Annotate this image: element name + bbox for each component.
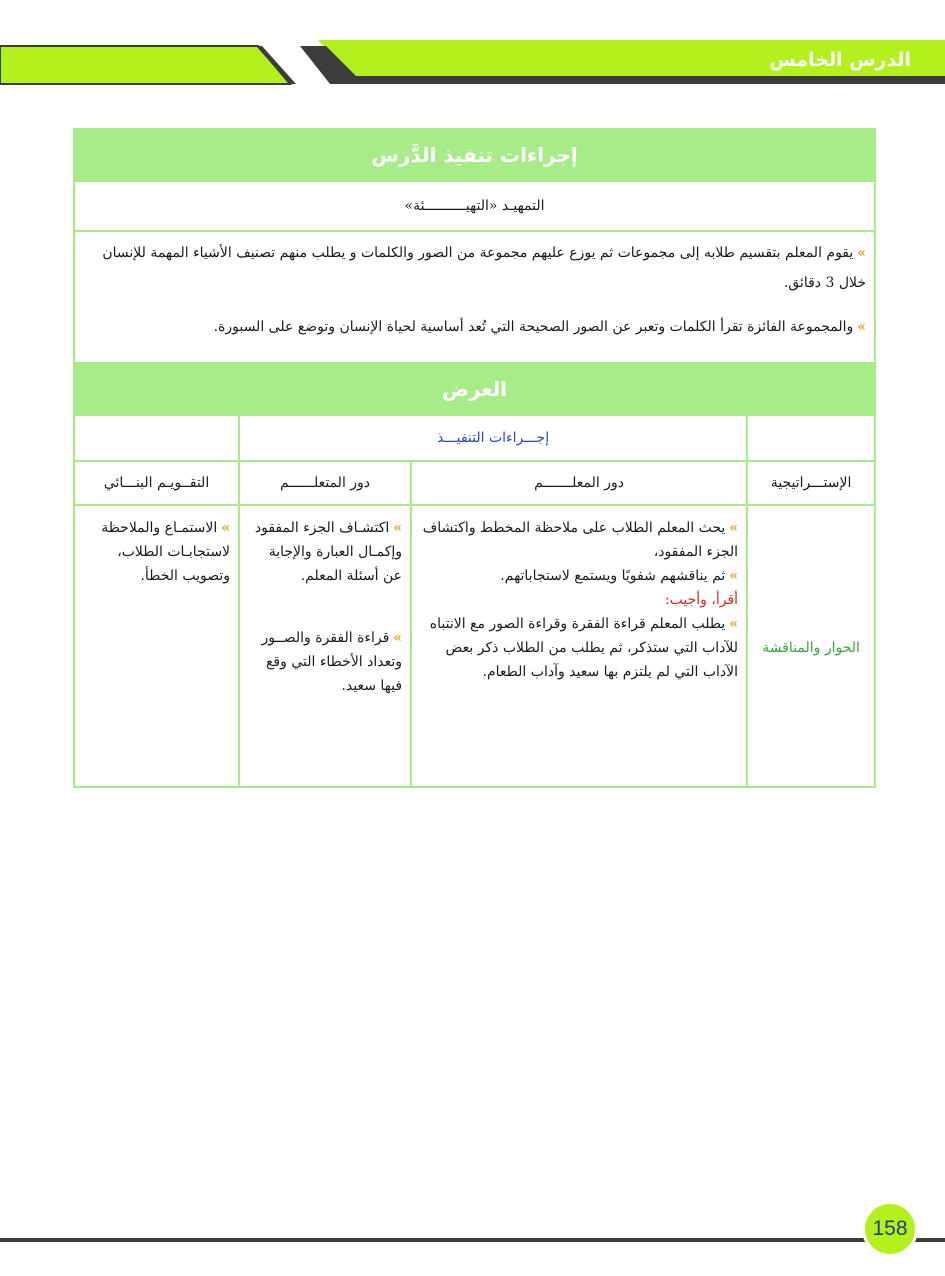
- teacher-item: »ثم يناقشهم شفويًا ويستمع لاستجاباتهم.: [500, 568, 739, 584]
- bullet-arrow-icon: »: [729, 568, 739, 584]
- procedures-title: إجراءات تنفيذ الدَّرس: [74, 129, 875, 181]
- presentation-title: العرض: [74, 363, 875, 415]
- bullet-arrow-icon: »: [729, 616, 739, 632]
- learner-role-cell: [239, 505, 411, 787]
- teacher-item: »يحث المعلم الطلاب على ملاحظة المخطط واكتشاف الجزء المفقود،: [422, 520, 739, 560]
- footer-rule: [0, 1238, 945, 1242]
- page-number: 158: [862, 1201, 918, 1257]
- formative-item: »الاستمـاع والملاحظة لاستجابـات الطلاب، وتصويب الخطأ.: [101, 520, 231, 584]
- bullet-arrow-icon: »: [857, 319, 867, 335]
- formative-cell: [74, 505, 239, 787]
- strategy-value: الحوار والمناقشة: [747, 505, 875, 787]
- bullet-arrow-icon: »: [393, 630, 403, 646]
- lesson-title: الدرس الخامس: [769, 49, 911, 71]
- column-header-learner-role: دور المتعلــــــم: [239, 461, 411, 505]
- bullet-arrow-icon: »: [729, 520, 739, 536]
- learner-item: »قراءة الفقرة والصــور وتعداد الأخطاء التي وقع فيها سعيد.: [261, 630, 403, 694]
- intro-title: التمهيـد «التهيــــــــــئة»: [74, 181, 875, 231]
- column-header-formative: التقــويـم البنـــائي: [74, 461, 239, 505]
- empty-cell: [747, 415, 875, 461]
- teacher-item: »يطلب المعلم قراءة الفقرة وقراءة الصور مع الانتباه للآداب التي ستذكر، ثم يطلب من الطلاب ذكر بعض الآداب التي لم يلتزم بها سعيد وآداب الطعام.: [429, 616, 739, 680]
- column-header-teacher-role: دور المعلـــــــم: [411, 461, 747, 505]
- teacher-subheading: أقرأ، وأجيب:: [664, 592, 739, 608]
- bullet-arrow-icon: »: [393, 520, 403, 536]
- learner-item: »اكتشـاف الجزء المفقود وإكمـال العبارة والإجابة عن أسئلة المعلم.: [254, 520, 403, 584]
- teacher-role-cell: [411, 505, 747, 787]
- intro-body: [74, 231, 875, 363]
- intro-item: »يقوم المعلم بتقسيم طلابه إلى مجموعات ثم يوزع عليهم مجموعة من الصور والكلمات و يطلب منهم تصنيف الأشياء المهمة للإنسان خلال 3 دقائق.: [102, 245, 867, 291]
- spacer: [248, 588, 402, 626]
- lesson-procedures-table: [73, 128, 876, 788]
- empty-cell: [74, 415, 239, 461]
- intro-item: »والمجموعة الفائزة تقرأ الكلمات وتعبر عن الصور الصحيحة التي تُعد أساسية لحياة الإنسان وتوضع على السبورة.: [213, 319, 867, 335]
- bullet-arrow-icon: »: [857, 245, 867, 261]
- column-header-strategy: الإستـــراتيجية: [747, 461, 875, 505]
- bullet-arrow-icon: »: [221, 520, 231, 536]
- execution-label: إجـــراءات التنفيـــذ: [239, 415, 747, 461]
